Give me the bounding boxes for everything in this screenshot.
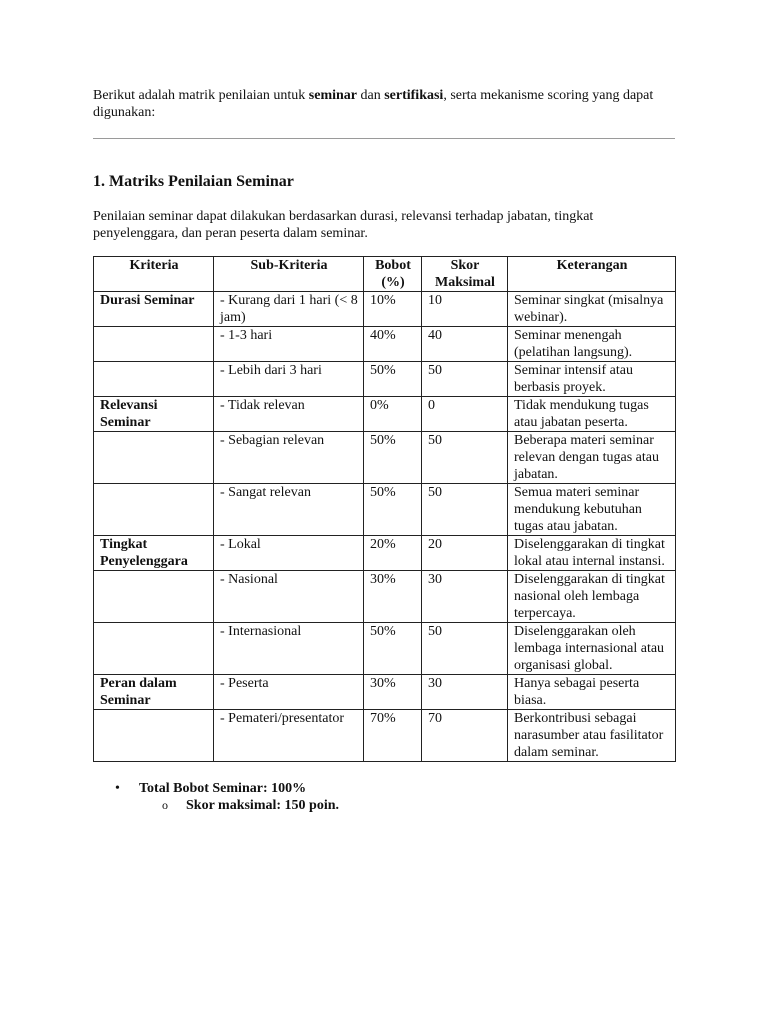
- cell-skor: 50: [422, 432, 508, 484]
- cell-sub-kriteria: - Pemateri/presentator: [214, 710, 364, 762]
- cell-keterangan: Seminar menengah (pelatihan langsung).: [508, 327, 676, 362]
- cell-kriteria: [94, 710, 214, 762]
- cell-keterangan: Tidak mendukung tugas atau jabatan peserta.: [508, 397, 676, 432]
- table-row: [94, 675, 676, 710]
- cell-sub-kriteria: - Lebih dari 3 hari: [214, 362, 364, 397]
- cell-sub-kriteria: - Lokal: [214, 536, 364, 571]
- table-row: [94, 362, 676, 397]
- table-row: [94, 397, 676, 432]
- header-sub-kriteria: Sub-Kriteria: [214, 257, 364, 292]
- seminar-matrix-table: [93, 256, 676, 762]
- cell-keterangan: Semua materi seminar mendukung kebutuhan tugas atau jabatan.: [508, 484, 676, 536]
- intro-paragraph: [93, 87, 675, 121]
- cell-kriteria: Durasi Seminar: [94, 292, 214, 327]
- section-title: 1. Matriks Penilaian Seminar: [93, 173, 294, 190]
- cell-keterangan: Diselenggarakan di tingkat nasional oleh lembaga terpercaya.: [508, 571, 676, 623]
- bullet-disc: •: [115, 781, 120, 796]
- cell-skor: 30: [422, 571, 508, 623]
- cell-keterangan: Diselenggarakan di tingkat lokal atau internal instansi.: [508, 536, 676, 571]
- table-row: [94, 571, 676, 623]
- table-row: [94, 484, 676, 536]
- header-keterangan: Keterangan: [508, 257, 676, 292]
- cell-kriteria: Relevansi Seminar: [94, 397, 214, 432]
- header-bobot-line2: (%): [381, 275, 405, 290]
- header-bobot: [364, 257, 422, 292]
- table-body: [94, 292, 676, 762]
- document-page: [93, 87, 675, 814]
- cell-bobot: 20%: [364, 536, 422, 571]
- cell-skor: 50: [422, 362, 508, 397]
- cell-skor: 70: [422, 710, 508, 762]
- cell-kriteria: Peran dalam Seminar: [94, 675, 214, 710]
- header-skor: [422, 257, 508, 292]
- summary-list: [93, 780, 675, 814]
- cell-skor: 0: [422, 397, 508, 432]
- cell-sub-kriteria: - Internasional: [214, 623, 364, 675]
- table-row: [94, 327, 676, 362]
- cell-bobot: 50%: [364, 362, 422, 397]
- cell-sub-kriteria: - Tidak relevan: [214, 397, 364, 432]
- horizontal-rule: [93, 138, 675, 139]
- list-item-total-bobot: [93, 780, 675, 797]
- section-description: Penilaian seminar dapat dilakukan berdasarkan durasi, relevansi terhadap jabatan, tingkat penyelenggara, dan peran peserta dalam seminar.: [93, 209, 594, 241]
- table-row: [94, 292, 676, 327]
- cell-sub-kriteria: - 1-3 hari: [214, 327, 364, 362]
- cell-bobot: 50%: [364, 432, 422, 484]
- cell-keterangan: Berkontribusi sebagai narasumber atau fasilitator dalam seminar.: [508, 710, 676, 762]
- intro-text-1: Berikut adalah matrik penilaian untuk: [93, 88, 309, 103]
- cell-kriteria: [94, 623, 214, 675]
- cell-skor: 20: [422, 536, 508, 571]
- cell-sub-kriteria: - Nasional: [214, 571, 364, 623]
- header-skor-line1: Skor: [450, 258, 480, 273]
- intro-text-2: dan: [357, 88, 385, 103]
- cell-kriteria: [94, 362, 214, 397]
- list-item-skor-maksimal: [93, 797, 675, 814]
- cell-kriteria: Tingkat Penyelenggara: [94, 536, 214, 571]
- cell-bobot: 30%: [364, 571, 422, 623]
- cell-sub-kriteria: - Sangat relevan: [214, 484, 364, 536]
- cell-skor: 50: [422, 484, 508, 536]
- bullet-circle: o: [162, 798, 168, 812]
- total-bobot-text: Total Bobot Seminar: 100%: [139, 781, 307, 796]
- table-row: [94, 710, 676, 762]
- cell-keterangan: Seminar singkat (misalnya webinar).: [508, 292, 676, 327]
- cell-keterangan: Hanya sebagai peserta biasa.: [508, 675, 676, 710]
- header-kriteria: Kriteria: [94, 257, 214, 292]
- cell-keterangan: Beberapa materi seminar relevan dengan tugas atau jabatan.: [508, 432, 676, 484]
- cell-skor: 50: [422, 623, 508, 675]
- cell-kriteria: [94, 432, 214, 484]
- cell-kriteria: [94, 484, 214, 536]
- table-row: [94, 432, 676, 484]
- cell-keterangan: Diselenggarakan oleh lembaga internasional atau organisasi global.: [508, 623, 676, 675]
- table-row: [94, 536, 676, 571]
- cell-bobot: 10%: [364, 292, 422, 327]
- skor-maksimal-text: Skor maksimal: 150 poin.: [186, 798, 339, 813]
- header-bobot-line1: Bobot: [375, 258, 411, 273]
- cell-bobot: 30%: [364, 675, 422, 710]
- cell-kriteria: [94, 571, 214, 623]
- cell-bobot: 70%: [364, 710, 422, 762]
- cell-sub-kriteria: - Kurang dari 1 hari (< 8 jam): [214, 292, 364, 327]
- intro-text-3: , serta mekanisme scoring yang dapat digunakan:: [93, 88, 654, 120]
- cell-kriteria: [94, 327, 214, 362]
- cell-skor: 10: [422, 292, 508, 327]
- cell-bobot: 40%: [364, 327, 422, 362]
- intro-bold-sertifikasi: sertifikasi: [384, 88, 444, 103]
- cell-skor: 40: [422, 327, 508, 362]
- intro-bold-seminar: seminar: [308, 88, 357, 103]
- cell-bobot: 50%: [364, 623, 422, 675]
- table-header-row: [94, 257, 676, 292]
- cell-bobot: 0%: [364, 397, 422, 432]
- cell-sub-kriteria: - Peserta: [214, 675, 364, 710]
- cell-bobot: 50%: [364, 484, 422, 536]
- table-row: [94, 623, 676, 675]
- cell-skor: 30: [422, 675, 508, 710]
- header-skor-line2: Maksimal: [435, 275, 495, 290]
- cell-keterangan: Seminar intensif atau berbasis proyek.: [508, 362, 676, 397]
- cell-sub-kriteria: - Sebagian relevan: [214, 432, 364, 484]
